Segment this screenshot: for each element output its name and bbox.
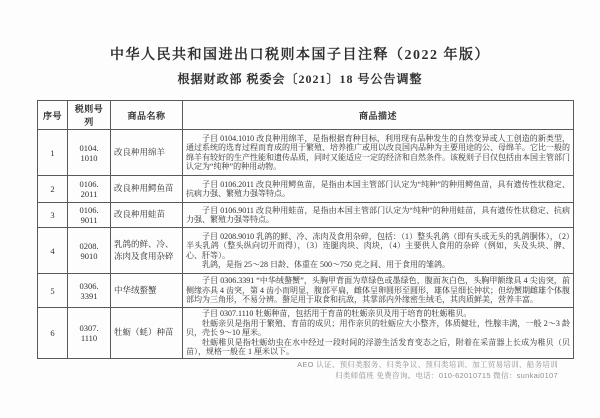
description-paragraph: 子目 0104.1010 改良种用绵羊，是指根据育种目标，利用现有品种发生的自然变异或人工创造的新类型，通过系统的选育过程而育成的用于繁殖、培养推广或用以改良国内品种为主要用途的公、母绵羊。它比一般的绵羊有较好的生产性能和遗传品质，同时又能适应一定的经济和自然条件。该税则子目仅包括由本国主管部门认定为“纯种”的种用动物。 bbox=[186, 133, 570, 171]
cell-seq: 2 bbox=[38, 176, 68, 203]
cell-product-description bbox=[183, 228, 574, 274]
footer bbox=[297, 359, 558, 381]
cell-product-name: 改良种用鳄鱼苗 bbox=[111, 176, 183, 203]
cell-seq: 4 bbox=[38, 228, 68, 274]
cell-tariff-code: 0307. 1110 bbox=[68, 308, 111, 359]
col-header-product-description: 商品描述 bbox=[183, 101, 574, 130]
table-row bbox=[38, 130, 574, 176]
footer-contact-line: 归类师值班 免费咨询。电话：010-62010715 微信：sunkai0107 bbox=[335, 371, 558, 380]
description-paragraph: 子目 0306.3391 “中华绒螯蟹”，头胸甲背面为草绿色或墨绿色，腹面灰白色，头胸甲额缘具 4 尖齿突，前侧缘亦具 4 齿突，第 4 齿小而明显，腹部平扁，雌体呈卵圆形至圆形，雄体呈细长钟状；但幼蟹期雌雄个体腹部均为三角形，不易分辨。螯足用于取食和抗敌，其掌部内外缘密生绒毛，其肉质鲜美，营养丰富。 bbox=[186, 276, 570, 305]
description-paragraph: 子目 0208.9010 乳鸽的鲜、冷、冻肉及食用杂碎，包括：（1）整头乳鸽（即有头或无头的乳鸽胴体），（2）半头乳鸽（整头纵向切开而得），（3）连腿肉块、肉块，（4）主要供人食用的杂碎（例如，头及头块、脾、心、肝等）。 bbox=[186, 231, 570, 260]
cell-product-description bbox=[183, 176, 574, 203]
cell-seq: 1 bbox=[38, 130, 68, 176]
table-row bbox=[38, 274, 574, 308]
description-paragraph: 乳鸽，是指 25～28 日龄、体重在 500～750 克之间、用于食用的雏鸽。 bbox=[202, 259, 450, 269]
cell-product-name: 中华绒螯蟹 bbox=[111, 274, 183, 308]
cell-product-description bbox=[183, 308, 574, 359]
cell-product-description bbox=[183, 130, 574, 176]
document-title-line1: 中华人民共和国进出口税则本国子目注释（2022 年版） bbox=[110, 48, 490, 63]
description-paragraph: 子目 0106.9011 改良种用蛙苗，是指由本国主管部门认定为“纯种”的种用蛙苗，具有遗传性状稳定、抗病力强、繁殖力强等特点。 bbox=[186, 205, 570, 224]
cell-tariff-code: 0104. 1010 bbox=[68, 130, 111, 176]
cell-tariff-code: 0208. 9010 bbox=[68, 228, 111, 274]
cell-seq: 3 bbox=[38, 203, 68, 228]
cell-tariff-code: 0106. 2011 bbox=[68, 176, 111, 203]
cell-seq: 6 bbox=[38, 308, 68, 359]
description-paragraph: 子目 0307.1110 牡蛎种苗，包括用于育苗的牡蛎亲贝及用于培育的牡蛎稚贝。 bbox=[202, 309, 472, 319]
col-header-tariff-code: 税则号列 bbox=[68, 101, 111, 130]
description-paragraph: 牡蛎稚贝是指牡蛎幼虫在水中经过一段时间的浮游生活发育变态之后，附着在采苗器上长成为稚贝（贝苗），规格一般在 1 厘米以下。 bbox=[186, 337, 570, 357]
document-title-line2: 根据财政部 税委会〔2021〕18 号公告调整 bbox=[177, 72, 423, 86]
table-row bbox=[38, 203, 574, 228]
cell-product-name: 牡蛎（蚝）种苗 bbox=[111, 308, 183, 359]
cell-product-name: 乳鸽的鲜、冷、冻肉及食用杂碎 bbox=[111, 228, 183, 274]
cell-product-description bbox=[183, 274, 574, 308]
description-paragraph: 牡蛎亲贝是指用于繁殖、育苗的成贝；用作亲贝的牡蛎应大小整齐，体质健壮，性腺丰满，一般 2～3 龄贝，壳长 9～10 厘米。 bbox=[186, 318, 570, 338]
tariff-annotation-table bbox=[37, 100, 574, 359]
col-header-product-name: 商品名称 bbox=[111, 101, 183, 130]
description-paragraph: 子目 0106.2011 改良种用鳄鱼苗，是指由本国主管部门认定为“纯种”的种用鳄鱼苗，具有遗传性状稳定、抗病力强、繁殖力强等特点。 bbox=[186, 179, 570, 198]
table-row bbox=[38, 308, 574, 359]
table-row bbox=[38, 176, 574, 203]
table-header-row bbox=[38, 101, 574, 130]
cell-product-name: 改良种用蛙苗 bbox=[111, 203, 183, 228]
table-row bbox=[38, 228, 574, 274]
cell-tariff-code: 0106. 9011 bbox=[68, 203, 111, 228]
cell-tariff-code: 0306. 3391 bbox=[68, 274, 111, 308]
footer-services-line: AEO 认证、预归类服务、归类争议、预归类培训、加工贸易培训、船务培训 bbox=[297, 360, 558, 369]
cell-product-description bbox=[183, 203, 574, 228]
col-header-seq: 序号 bbox=[38, 101, 68, 130]
cell-seq: 5 bbox=[38, 274, 68, 308]
cell-product-name: 改良种用绵羊 bbox=[111, 130, 183, 176]
